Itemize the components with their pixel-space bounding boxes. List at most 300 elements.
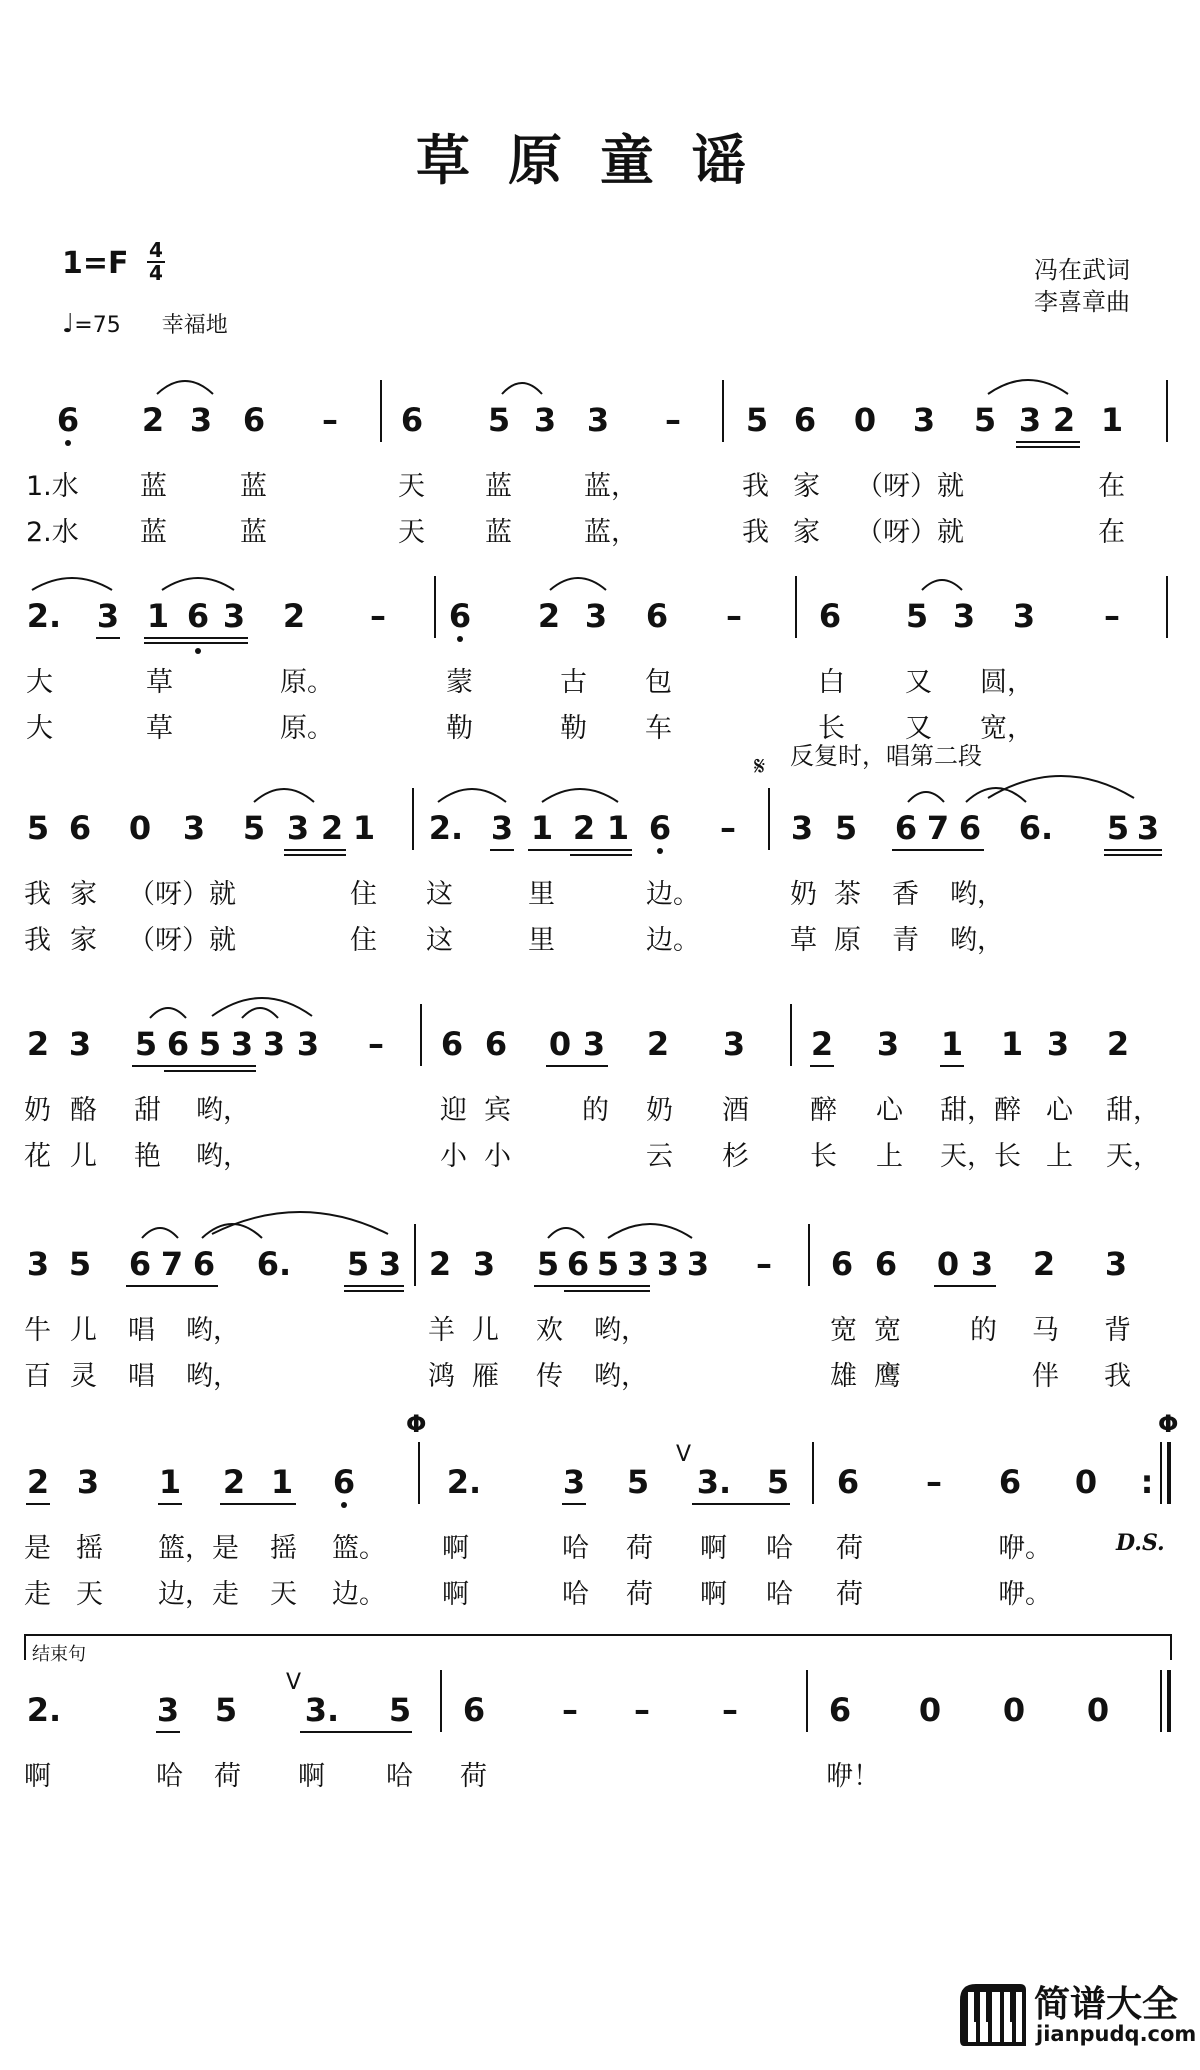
note: –: [368, 1025, 384, 1063]
note: 3: [286, 809, 310, 847]
note: 3: [26, 1245, 50, 1283]
note: 6.: [256, 1245, 292, 1283]
lyric-verse2: 边。: [332, 1579, 386, 1610]
lyric-verse1: 边。: [646, 879, 700, 910]
note: 2: [282, 597, 306, 635]
lyric-verse1: 啊: [24, 1761, 51, 1792]
note: 3: [1104, 1245, 1128, 1283]
lyric-verse1: 甜，: [1106, 1095, 1160, 1126]
lyric-verse1: 里: [528, 879, 555, 910]
note: 3: [296, 1025, 320, 1063]
note: –: [1104, 597, 1120, 635]
lyric-verse2: 哟，: [594, 1361, 648, 1392]
lyric-verse2: 云: [646, 1141, 673, 1172]
lyric-verse1: 哟，: [594, 1315, 648, 1346]
note: 3: [76, 1463, 100, 1501]
note: 5: [1106, 809, 1130, 847]
lyric-verse1: 1.水: [26, 471, 79, 502]
lyric-verse1: 包: [645, 667, 672, 698]
lyric-verse2: 边，走: [158, 1579, 239, 1610]
lyric-verse1: 心: [1046, 1095, 1073, 1126]
lyric-verse2: 天: [398, 517, 425, 548]
lyric-verse2: 儿: [70, 1141, 97, 1172]
note: –: [562, 1691, 578, 1729]
lyric-verse1: 酒: [722, 1095, 749, 1126]
note: 2: [537, 597, 561, 635]
note: 5: [214, 1691, 238, 1729]
lyric-verse1: 宽: [830, 1315, 857, 1346]
lyric-verse2: 大: [26, 713, 53, 744]
note: 2: [26, 1463, 50, 1501]
lyric-verse1: 草: [146, 667, 173, 698]
note: 3: [230, 1025, 254, 1063]
bar-line: [1167, 1670, 1171, 1732]
lyric-verse2: 边。: [646, 925, 700, 956]
note: 0: [936, 1245, 960, 1283]
note: 6: [836, 1463, 860, 1501]
lyric-verse1: 蒙: [446, 667, 473, 698]
lyric-verse2: 天，长: [940, 1141, 1021, 1172]
note: 3.: [304, 1691, 340, 1729]
coda-icon: Φ: [406, 1410, 427, 1438]
breath-mark: V: [286, 1670, 302, 1695]
tempo-marking: [62, 308, 228, 339]
time-signature: [146, 240, 166, 284]
lyric-verse2: 原: [834, 925, 861, 956]
bar-line: [1160, 1670, 1162, 1732]
lyric-verse1: 欢: [536, 1315, 563, 1346]
lyric-verse2: 草: [790, 925, 817, 956]
lyric-verse1: 奶: [790, 879, 817, 910]
note: 2: [1052, 401, 1076, 439]
lyric-verse1: 哟，: [196, 1095, 250, 1126]
note: 6: [958, 809, 982, 847]
bar-line: [795, 576, 797, 638]
note: 3: [970, 1245, 994, 1283]
lyric-verse2: 啊: [442, 1579, 469, 1610]
note: 3: [876, 1025, 900, 1063]
lyric-verse2: 走: [24, 1579, 51, 1610]
note: –: [322, 401, 338, 439]
score-row-6: [0, 1442, 1200, 1660]
note: 5: [766, 1463, 790, 1501]
note: 5: [596, 1245, 620, 1283]
lyric-verse2: 勒: [446, 713, 473, 744]
lyric-verse1: 我: [24, 879, 51, 910]
lyric-verse1: 篮。: [332, 1533, 386, 1564]
lyric-verse2: （呀）就: [856, 517, 964, 548]
lyric-verse1: 牛: [24, 1315, 51, 1346]
note: 6.: [1018, 809, 1054, 847]
lyric-verse2: 哟，: [196, 1141, 250, 1172]
lyric-verse1: 蓝，: [584, 471, 638, 502]
note: 2.: [26, 1691, 62, 1729]
note: 3: [584, 597, 608, 635]
note: 5: [68, 1245, 92, 1283]
lyric-verse2: 上: [876, 1141, 903, 1172]
lyric-verse2: 2.水: [26, 517, 79, 548]
note: 5: [346, 1245, 370, 1283]
ending-bracket: [24, 1634, 1172, 1636]
lyric-verse2: 哟，: [950, 925, 1004, 956]
lyric-verse1: 啊: [442, 1533, 469, 1564]
note: 5: [745, 401, 769, 439]
note: 3: [222, 597, 246, 635]
note: 1: [1000, 1025, 1024, 1063]
lyric-verse1: 羊: [428, 1315, 455, 1346]
lyric-verse2: 里: [528, 925, 555, 956]
lyric-verse1: 宾: [484, 1095, 511, 1126]
lyric-verse2: 我: [24, 925, 51, 956]
note: 3: [262, 1025, 286, 1063]
note: 2: [1106, 1025, 1130, 1063]
lyric-verse1: 宽: [874, 1315, 901, 1346]
lyric-verse2: 传: [536, 1361, 563, 1392]
lyric-verse1: 迎: [440, 1095, 467, 1126]
lyric-verse1: 荷: [836, 1533, 863, 1564]
key-signature: 1=F: [62, 246, 129, 281]
note: –: [634, 1691, 650, 1729]
lyric-verse2: 哈: [766, 1579, 793, 1610]
note: 2: [26, 1025, 50, 1063]
note: 3: [562, 1463, 586, 1501]
lyric-verse1: 大: [26, 667, 53, 698]
lyric-verse1: 蓝: [140, 471, 167, 502]
lyric-verse1: 背: [1104, 1315, 1131, 1346]
note: 3: [722, 1025, 746, 1063]
quarter-note-icon: ♩: [62, 309, 75, 339]
lyric-verse2: 艳: [134, 1141, 161, 1172]
lyric-verse2: 蓝，: [584, 517, 638, 548]
lyric-verse1: 蓝: [485, 471, 512, 502]
song-title: 草原童谣: [416, 128, 784, 192]
note: –: [756, 1245, 772, 1283]
note: 3: [790, 809, 814, 847]
note: 6: [166, 1025, 190, 1063]
note: 2: [646, 1025, 670, 1063]
lyric-verse1: 哟，: [950, 879, 1004, 910]
note: 6: [894, 809, 918, 847]
bar-line: [440, 1670, 442, 1732]
bar-line: [768, 788, 770, 850]
note: 3: [378, 1245, 402, 1283]
lyric-verse2: 蓝: [485, 517, 512, 548]
note: 2: [222, 1463, 246, 1501]
note: 2: [810, 1025, 834, 1063]
bar-line: [1166, 576, 1168, 638]
lyric-verse1: 咿。: [998, 1533, 1052, 1564]
lyric-verse2: 蓝: [240, 517, 267, 548]
ending-label: 结束句: [32, 1644, 86, 1665]
lyric-verse1: 儿: [70, 1315, 97, 1346]
lyric-verse1: 原。: [280, 667, 334, 698]
lyric-verse2: 长: [818, 713, 845, 744]
lyric-verse1: 又: [905, 667, 932, 698]
note: 3: [156, 1691, 180, 1729]
bar-line: [1167, 1442, 1171, 1504]
note: 6: [998, 1463, 1022, 1501]
lyric-verse1: 啊: [700, 1533, 727, 1564]
lyric-verse1: 是: [24, 1533, 51, 1564]
lyric-verse1: 哈: [562, 1533, 589, 1564]
lyric-verse2: 勒: [560, 713, 587, 744]
bar-line: [1160, 1442, 1162, 1504]
note: 7: [160, 1245, 184, 1283]
note: 2: [320, 809, 344, 847]
score-row-5: [0, 1242, 1200, 1442]
note: 6: [818, 597, 842, 635]
note: 2: [141, 401, 165, 439]
note: 3: [586, 401, 610, 439]
note: 6: [242, 401, 266, 439]
bar-line: [380, 380, 382, 442]
lyric-verse2: 原。: [280, 713, 334, 744]
lyric-verse1: 摇: [76, 1533, 103, 1564]
bar-line: [412, 788, 414, 850]
lyric-verse2: 家: [793, 517, 820, 548]
note: 3: [533, 401, 557, 439]
composer: 李喜章曲: [1034, 288, 1130, 316]
note: 2.: [428, 809, 464, 847]
lyric-verse1: 这: [426, 879, 453, 910]
note: 3.: [696, 1463, 732, 1501]
score-row-4: [0, 1022, 1200, 1222]
lyric-verse1: 马: [1032, 1315, 1059, 1346]
repeat-sign: :: [1140, 1463, 1154, 1501]
note: 3: [490, 809, 514, 847]
bar-line: [418, 1442, 420, 1504]
note: 5: [388, 1691, 412, 1729]
note: 1: [940, 1025, 964, 1063]
note: 3: [1136, 809, 1160, 847]
coda-icon: Φ: [1158, 1410, 1179, 1438]
note: 5: [834, 809, 858, 847]
lyric-verse1: （呀）就: [856, 471, 964, 502]
lyric-verse2: 上: [1046, 1141, 1073, 1172]
lyric-verse2: 长: [810, 1141, 837, 1172]
lyric-verse2: 这: [426, 925, 453, 956]
note: 5: [905, 597, 929, 635]
lyric-verse1: 甜: [134, 1095, 161, 1126]
note: 5: [242, 809, 266, 847]
note: 7: [926, 809, 950, 847]
note: 0: [918, 1691, 942, 1729]
note: 0: [128, 809, 152, 847]
lyric-verse2: 荷: [626, 1579, 653, 1610]
note: 1: [352, 809, 376, 847]
lyric-verse1: 天: [398, 471, 425, 502]
bar-line: [434, 576, 436, 638]
note: 6: [192, 1245, 216, 1283]
note: –: [726, 597, 742, 635]
piano-keys-icon: [960, 1980, 1030, 2050]
note: 3: [912, 401, 936, 439]
note: 6: [830, 1245, 854, 1283]
note: 6: [68, 809, 92, 847]
note: 5: [536, 1245, 560, 1283]
lyric-verse2: 小: [484, 1141, 511, 1172]
lyric-verse2: 在: [1098, 517, 1125, 548]
lyric-verse1: 家: [793, 471, 820, 502]
lyric-verse2: 蓝: [140, 517, 167, 548]
lyric-verse2: 我: [742, 517, 769, 548]
lyric-verse1: 荷: [626, 1533, 653, 1564]
note: 6: [400, 401, 424, 439]
lyric-verse1: 古: [560, 667, 587, 698]
lyric-verse1: 咿！: [826, 1761, 880, 1792]
lyricist: 冯在武词: [1034, 256, 1130, 284]
lyric-verse1: 奶: [646, 1095, 673, 1126]
note: 1: [530, 809, 554, 847]
note: –: [722, 1691, 738, 1729]
score-row-3: [0, 806, 1200, 1006]
note: 3: [189, 401, 213, 439]
lyric-verse1: 我: [742, 471, 769, 502]
lyric-verse1: 摇: [270, 1533, 297, 1564]
note: 1: [146, 597, 170, 635]
score-row-7: [0, 1670, 1200, 1888]
lyric-verse1: 白: [818, 667, 845, 698]
note: 1: [158, 1463, 182, 1501]
lyric-verse2: 百: [24, 1361, 51, 1392]
note: 5: [198, 1025, 222, 1063]
lyric-verse2: 咿。: [998, 1579, 1052, 1610]
ds-mark: D.S.: [1116, 1530, 1165, 1556]
repeat-instruction: 反复时，唱第二段: [790, 742, 982, 770]
note: 3: [626, 1245, 650, 1283]
note: 0: [1086, 1691, 1110, 1729]
note: 0: [1074, 1463, 1098, 1501]
lyric-verse1: 哈: [766, 1533, 793, 1564]
time-top: 4: [149, 238, 163, 262]
lyric-verse2: 天: [76, 1579, 103, 1610]
note: 6: [128, 1245, 152, 1283]
note: 5: [487, 401, 511, 439]
bar-line: [420, 1004, 422, 1066]
score-row-1: [0, 398, 1200, 598]
note: 6: [186, 597, 210, 635]
lyric-verse1: 家: [70, 879, 97, 910]
lyric-verse1: 醉: [810, 1095, 837, 1126]
note: 2: [572, 809, 596, 847]
note: 2.: [26, 597, 62, 635]
lyric-verse2: 小: [440, 1141, 467, 1172]
lyric-verse2: 哈: [562, 1579, 589, 1610]
note: 2: [428, 1245, 452, 1283]
lyric-verse1: 儿: [472, 1315, 499, 1346]
lyric-verse2: 又: [905, 713, 932, 744]
tempo-value: =75: [74, 313, 121, 338]
note: –: [665, 401, 681, 439]
brand-name: 简谱大全: [1034, 1984, 1179, 2025]
lyric-verse1: 唱: [128, 1315, 155, 1346]
note: 2: [1032, 1245, 1056, 1283]
lyric-verse2: 啊: [700, 1579, 727, 1610]
lyric-verse1: 的: [970, 1315, 997, 1346]
note: 2.: [446, 1463, 482, 1501]
note: 3: [1018, 401, 1042, 439]
note: 1: [606, 809, 630, 847]
bar-line: [790, 1004, 792, 1066]
lyric-verse1: 茶: [834, 879, 861, 910]
lyric-verse2: 灵: [70, 1361, 97, 1392]
lyric-verse2: 我: [1104, 1361, 1131, 1392]
lyric-verse2: 宽，: [980, 713, 1034, 744]
bar-line: [1166, 380, 1168, 442]
brand-url: jianpudq.com: [1036, 2022, 1197, 2046]
note: 5: [26, 809, 50, 847]
lyric-verse2: 雁: [472, 1361, 499, 1392]
lyric-verse1: 甜，醉: [940, 1095, 1021, 1126]
lyric-verse2: 伴: [1032, 1361, 1059, 1392]
lyric-verse2: 花: [24, 1141, 51, 1172]
lyric-verse2: 住: [350, 925, 377, 956]
lyric-verse2: 杉: [722, 1141, 749, 1172]
note: 6: [56, 401, 80, 439]
note: 6: [484, 1025, 508, 1063]
note: 6: [462, 1691, 486, 1729]
note: 6: [648, 809, 672, 847]
note: 0: [853, 401, 877, 439]
lyric-verse2: 家: [70, 925, 97, 956]
note: 5: [134, 1025, 158, 1063]
lyric-verse2: 车: [645, 713, 672, 744]
bar-line: [806, 1670, 808, 1732]
bar-line: [722, 380, 724, 442]
lyric-verse1: 啊: [298, 1761, 325, 1792]
note: 6: [440, 1025, 464, 1063]
lyric-verse2: 青: [892, 925, 919, 956]
note: 6: [448, 597, 472, 635]
lyric-verse1: 香: [892, 879, 919, 910]
note: 6: [566, 1245, 590, 1283]
note: 3: [1012, 597, 1036, 635]
lyric-verse2: （呀）就: [128, 925, 236, 956]
lyric-verse1: 圆，: [980, 667, 1034, 698]
note: –: [370, 597, 386, 635]
note: 1: [270, 1463, 294, 1501]
lyric-verse1: 的: [582, 1095, 609, 1126]
watermark-logo: [960, 1976, 1197, 2056]
lyric-verse1: 住: [350, 879, 377, 910]
lyric-verse1: （呀）就: [128, 879, 236, 910]
note: 3: [96, 597, 120, 635]
note: 6: [332, 1463, 356, 1501]
lyric-verse1: 奶: [24, 1095, 51, 1126]
lyric-verse2: 荷: [836, 1579, 863, 1610]
lyric-verse1: 哈: [156, 1761, 183, 1792]
bar-line: [808, 1224, 810, 1286]
time-bottom: 4: [149, 261, 163, 285]
lyric-verse2: 草: [146, 713, 173, 744]
note: 6: [874, 1245, 898, 1283]
note: 5: [973, 401, 997, 439]
lyric-verse1: 哈: [386, 1761, 413, 1792]
lyric-verse1: 酪: [70, 1095, 97, 1126]
segno-icon: 𝄋: [754, 752, 766, 782]
note: 5: [626, 1463, 650, 1501]
note: 3: [582, 1025, 606, 1063]
lyric-verse2: 哟，: [186, 1361, 240, 1392]
breath-mark: V: [676, 1442, 692, 1467]
note: 3: [656, 1245, 680, 1283]
note: 3: [1046, 1025, 1070, 1063]
lyric-verse1: 心: [876, 1095, 903, 1126]
note: 3: [68, 1025, 92, 1063]
lyric-verse2: 天: [270, 1579, 297, 1610]
lyric-verse1: 哟，: [186, 1315, 240, 1346]
bar-line: [414, 1224, 416, 1286]
